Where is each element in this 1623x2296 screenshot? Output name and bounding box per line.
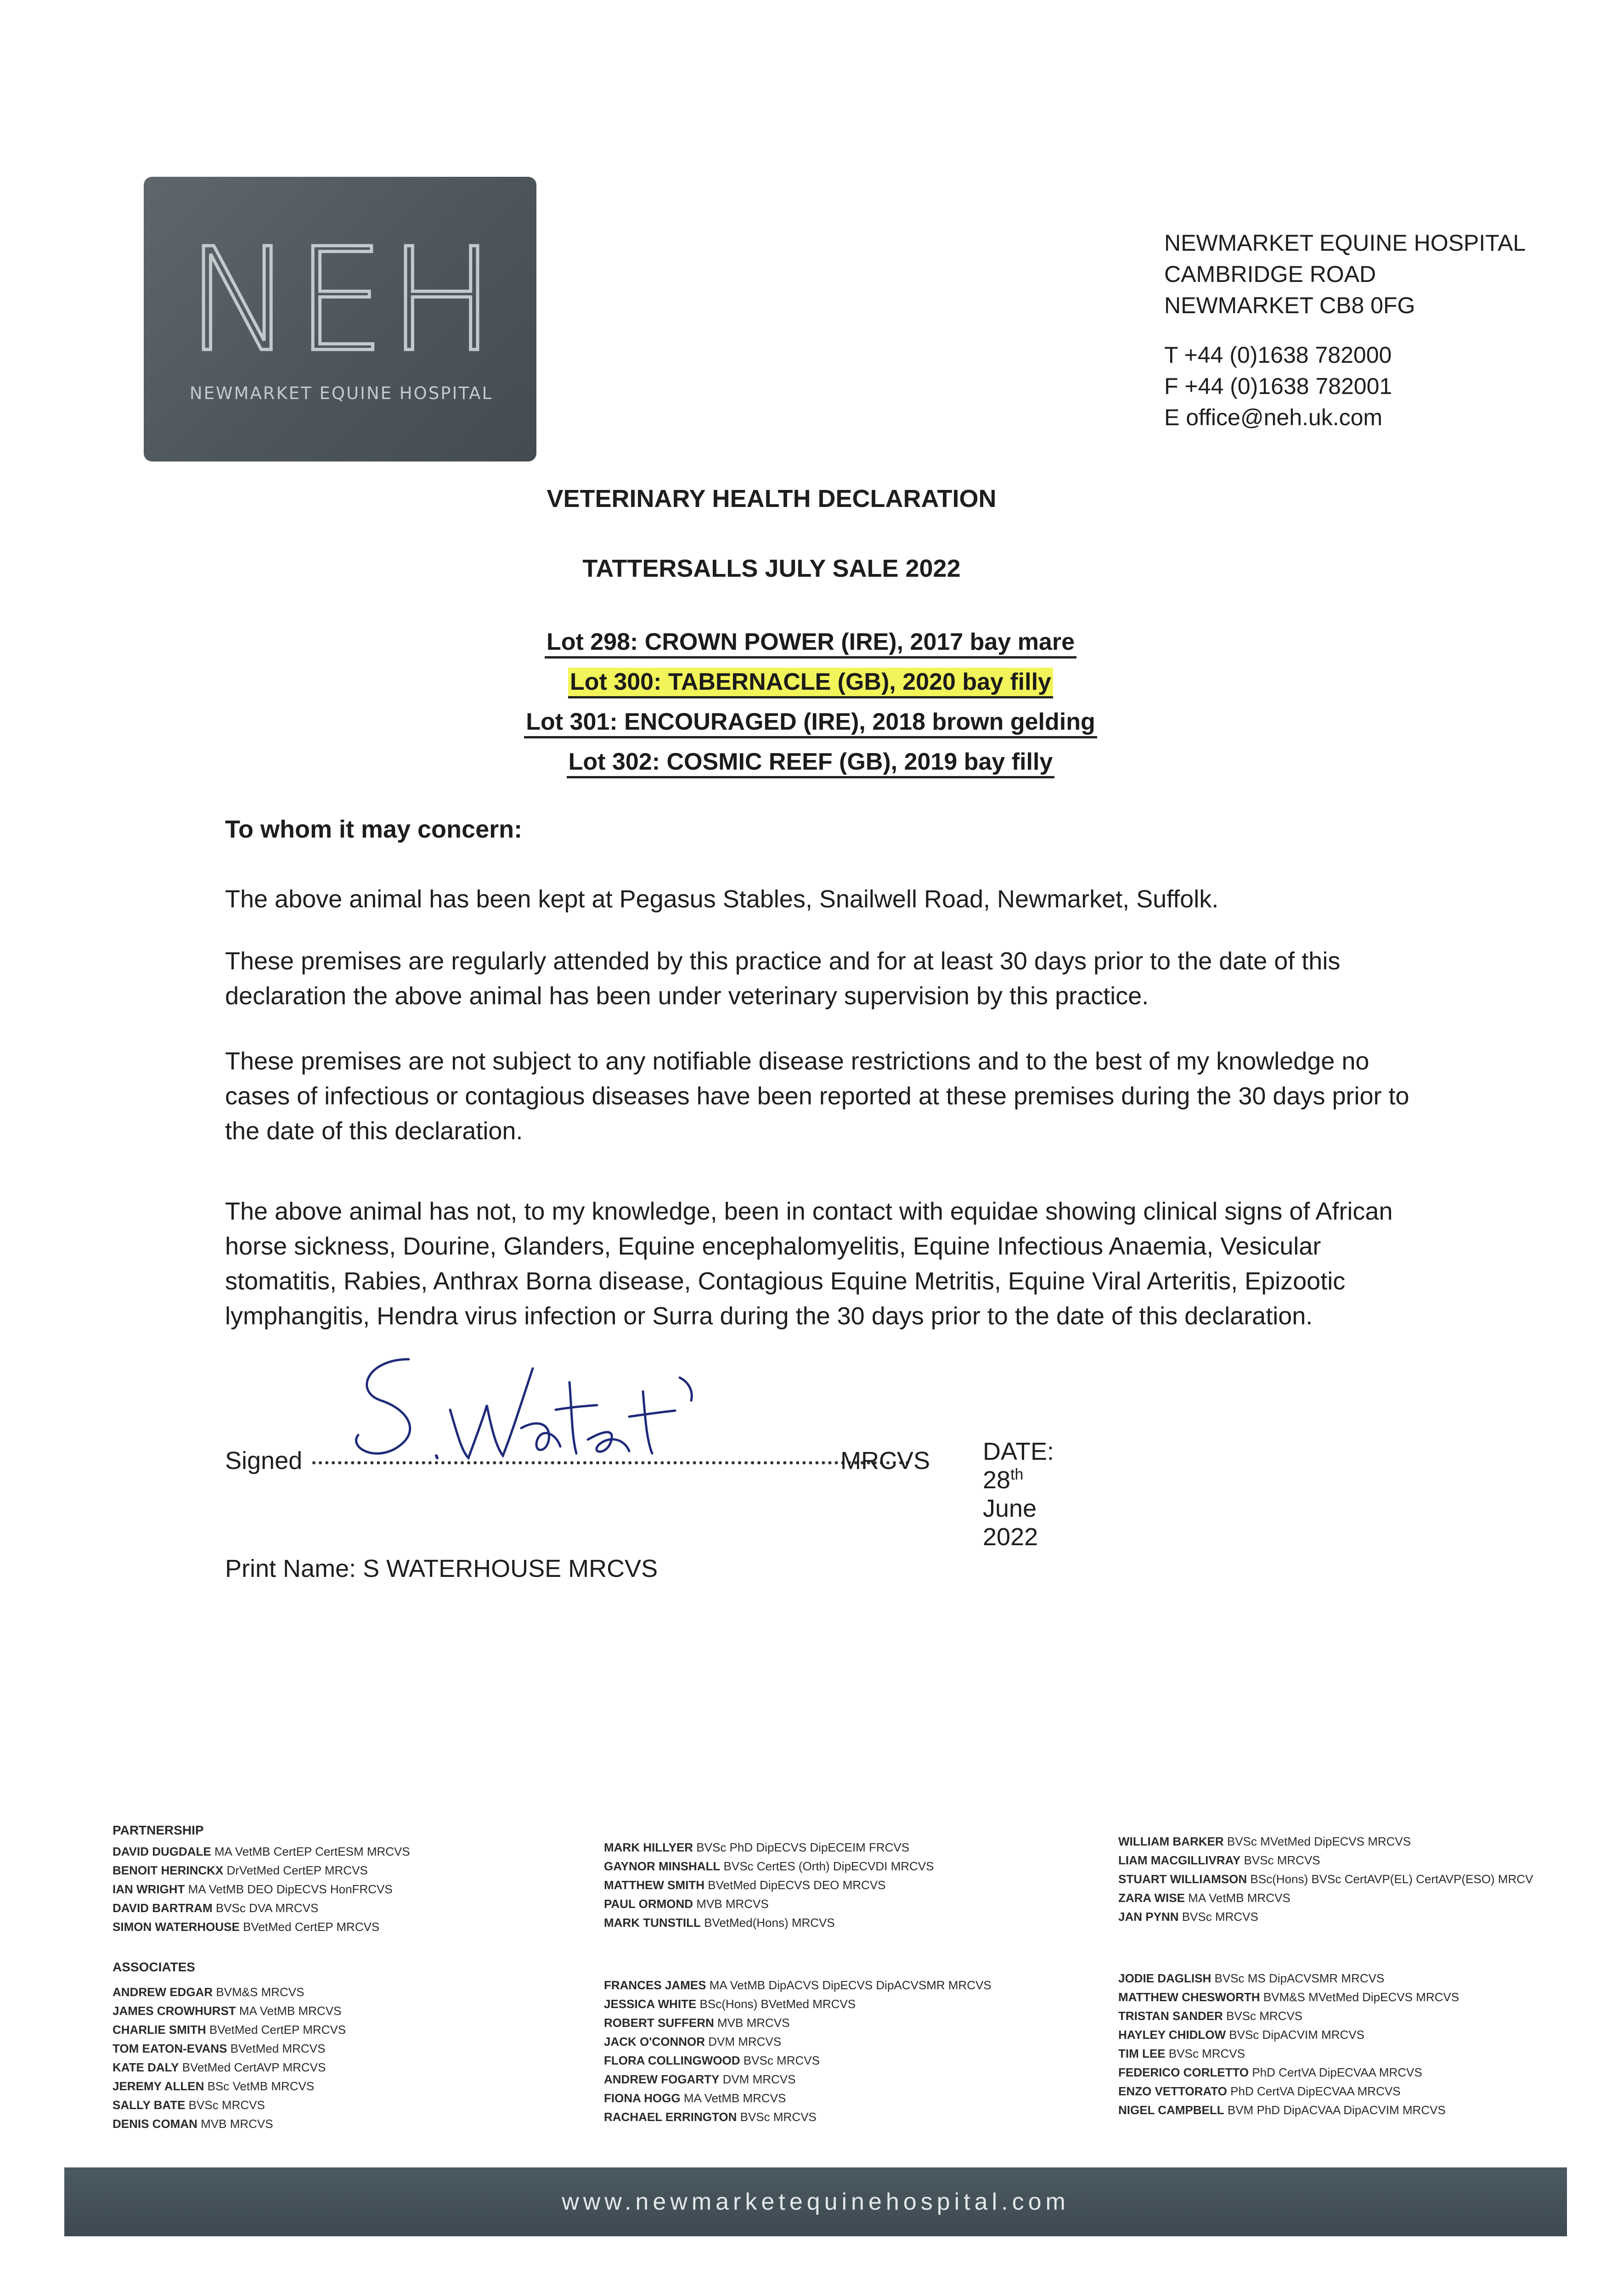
staff-entry [604,2051,992,2070]
date-day: 28 [983,1466,1011,1494]
staff-qualifications: BVetMed MRCVS [230,2042,326,2055]
staff-entry [113,2077,346,2096]
partnership-heading: PARTNERSHIP [113,1823,204,1837]
staff-name: RACHAEL ERRINGTON [604,2110,737,2124]
staff-entry [604,1913,934,1932]
staff-name: ANDREW EDGAR [113,1985,213,1999]
staff-qualifications: BVSc MRCVS [1182,1910,1258,1924]
staff-qualifications: BSc VetMB MRCVS [207,2079,315,2093]
email-address: E office@neh.uk.com [1164,405,1383,430]
staff-entry [1118,1851,1533,1870]
staff-entry [113,2058,346,2077]
staff-name: FIONA HOGG [604,2091,681,2105]
staff-qualifications: BSc(Hons) BVetMed MRCVS [699,1997,856,2011]
address-line: CAMBRIDGE ROAD [1164,261,1376,287]
staff-entry [113,2096,346,2115]
staff-name: SIMON WATERHOUSE [113,1920,240,1934]
staff-entry [1118,2101,1459,2120]
staff-qualifications: BVSc DVA MRCVS [215,1901,319,1915]
greeting: To whom it may concern: [225,816,523,843]
staff-entry [604,2032,992,2051]
staff-entry [604,2089,992,2108]
staff-name: FRANCES JAMES [604,1978,706,1992]
staff-qualifications: DVM MRCVS [722,2072,796,2086]
signature-line [312,1461,909,1464]
staff-name: ZARA WISE [1118,1891,1185,1905]
staff-name: JACK O'CONNOR [604,2035,705,2048]
staff-entry [604,1995,992,2014]
staff-entry [113,2039,346,2058]
staff-name: HAYLEY CHIDLOW [1118,2028,1226,2042]
staff-name: DAVID BARTRAM [113,1901,213,1915]
staff-qualifications: PhD CertVA DipECVAA MRCVS [1252,2065,1422,2079]
staff-qualifications: BSc(Hons) BVSc CertAVP(EL) CertAVP(ESO) MRCV [1250,1872,1533,1886]
staff-qualifications: BVSc MRCVS [188,2098,265,2112]
staff-entry [604,1876,934,1895]
associates-column-3 [1118,1969,1459,2120]
website-url: www.newmarketequinehospital.com [562,2189,1070,2215]
staff-entry [113,2115,346,2133]
staff-entry [1118,1908,1533,1926]
staff-entry [1118,1870,1533,1889]
staff-name: ENZO VETTORATO [1118,2084,1227,2098]
staff-qualifications: BVSc CertES (Orth) DipECVDI MRCVS [723,1859,934,1873]
lot-entry: Lot 301: ENCOURAGED (IRE), 2018 brown gelding [524,708,1097,738]
associates-column-2 [604,1976,992,2127]
staff-entry [1118,1988,1459,2007]
staff-qualifications: BVM&S MRCVS [216,1985,304,1999]
declaration-date [983,1437,1054,1551]
staff-qualifications: BVSc PhD DipECVS DipECEIM FRCVS [696,1840,910,1854]
mrcvs-label: MRCVS [840,1447,930,1474]
staff-qualifications: MVB MRCVS [717,2016,790,2030]
staff-qualifications: MA VetMB MRCVS [1188,1891,1291,1905]
lot-entry-highlighted: Lot 300: TABERNACLE (GB), 2020 bay filly [568,668,1053,698]
staff-name: DENIS COMAN [113,2117,197,2131]
staff-name: NIGEL CAMPBELL [1118,2103,1224,2117]
staff-name: JODIE DAGLISH [1118,1971,1212,1985]
fax-number: F +44 (0)1638 782001 [1164,373,1392,399]
footer-bar [64,2167,1567,2236]
handwritten-signature [340,1341,716,1479]
staff-name: BENOIT HERINCKX [113,1863,224,1877]
staff-entry [1118,2044,1459,2063]
staff-name: JEREMY ALLEN [113,2079,204,2093]
staff-qualifications: MA VetMB MRCVS [239,2004,342,2018]
staff-entry [604,1838,934,1857]
staff-qualifications: BVetMed CertAVP MRCVS [182,2060,326,2074]
staff-qualifications: BVetMed CertEP MRCVS [243,1920,380,1934]
staff-name: MATTHEW CHESWORTH [1118,1990,1260,2004]
staff-qualifications: MVB MRCVS [201,2117,273,2131]
staff-qualifications: BVetMed DipECVS DEO MRCVS [708,1878,886,1892]
staff-name: TIM LEE [1118,2047,1166,2060]
staff-name: WILLIAM BARKER [1118,1835,1224,1848]
staff-name: DAVID DUGDALE [113,1845,211,1858]
staff-qualifications: DVM MRCVS [708,2035,782,2048]
staff-entry [113,1861,410,1880]
staff-entry [604,1895,934,1913]
staff-name: FLORA COLLINGWOOD [604,2054,740,2067]
staff-entry [1118,2007,1459,2026]
staff-entry [1118,1832,1533,1851]
staff-entry [1118,2082,1459,2101]
document-title: VETERINARY HEALTH DECLARATION [547,485,997,512]
date-label: DATE: [983,1438,1054,1465]
logo-subtitle: NEWMARKET EQUINE HOSPITAL [189,383,493,403]
staff-entry [604,2070,992,2089]
staff-name: TOM EATON-EVANS [113,2042,227,2055]
staff-name: GAYNOR MINSHALL [604,1859,721,1873]
address-line: NEWMARKET EQUINE HOSPITAL [1164,230,1526,256]
staff-qualifications: MVB MRCVS [696,1897,769,1911]
staff-entry [113,2020,346,2039]
staff-qualifications: BVSc MVetMed DipECVS MRCVS [1227,1835,1411,1848]
staff-entry [113,1983,346,2002]
staff-entry [113,1899,410,1918]
staff-qualifications: MA VetMB DEO DipECVS HonFRCVS [188,1882,393,1896]
staff-entry [604,1976,992,1995]
staff-entry [113,1918,410,1936]
address-block [1164,227,1526,433]
staff-name: TRISTAN SANDER [1118,2009,1223,2023]
staff-name: KATE DALY [113,2060,179,2074]
lot-entry: Lot 298: CROWN POWER (IRE), 2017 bay mare [545,628,1076,658]
partners-column-3 [1118,1832,1533,1926]
associates-heading: ASSOCIATES [113,1960,195,1974]
partners-column-2 [604,1838,934,1932]
staff-name: JESSICA WHITE [604,1997,697,2011]
staff-qualifications: BVM&S MVetMed DipECVS MRCVS [1263,1990,1460,2004]
staff-name: SALLY BATE [113,2098,186,2112]
address-line: NEWMARKET CB8 0FG [1164,293,1415,318]
staff-qualifications: BVSc MRCVS [1168,2047,1245,2060]
staff-entry [1118,2026,1459,2044]
paragraph-restrictions: These premises are not subject to any notifiable disease restrictions and to the best of my knowledge no cases of infectious or contagious diseases have been reported at these premises during the 30 days prior to the date of this declaration. [225,1047,1409,1145]
signed-label: Signed [225,1447,303,1474]
staff-entry [1118,1889,1533,1908]
phone-number: T +44 (0)1638 782000 [1164,342,1392,368]
staff-entry [1118,2063,1459,2082]
staff-name: PAUL ORMOND [604,1897,693,1911]
staff-qualifications: BVSc MS DipACVSMR MRCVS [1214,1971,1385,1985]
associates-column-1 [113,1983,346,2133]
staff-name: MARK TUNSTILL [604,1916,701,1930]
date-month-year: June 2022 [983,1495,1038,1551]
staff-name: MATTHEW SMITH [604,1878,705,1892]
sale-name: TATTERSALLS JULY SALE 2022 [582,555,961,582]
staff-name: JAMES CROWHURST [113,2004,236,2018]
print-name: Print Name: S WATERHOUSE MRCVS [225,1555,658,1582]
paragraph-contact: The above animal has not, to my knowledge, been in contact with equidae showing clinical signs of African horse sickness, Dourine, Glanders, Equine encephalomyelitis, Equine Infectious Anaemia, Vesicular stomatitis, Rabies, Anthrax Borna disease, Contagious Equine Metritis, Equine Viral Arteritis, Epizootic lymphangitis, Hendra virus infection or Surra during the 30 days prior to the date of this declaration. [225,1198,1393,1330]
staff-name: IAN WRIGHT [113,1882,185,1896]
staff-qualifications: BVSc MRCVS [1226,2009,1303,2023]
staff-entry [604,2014,992,2032]
staff-entry [604,1857,934,1876]
staff-name: JAN PYNN [1118,1910,1179,1924]
lot-list [459,625,1162,784]
staff-name: MARK HILLYER [604,1840,693,1854]
staff-entry [604,2108,992,2127]
staff-qualifications: BVSc MRCVS [740,2110,817,2124]
paragraph-supervision: These premises are regularly attended by this practice and for at least 30 days prior to the date of this declaration the above animal has been under veterinary supervision by this practice. [225,947,1341,1010]
staff-qualifications: BVSc DipACVIM MRCVS [1229,2028,1364,2042]
staff-name: ROBERT SUFFERN [604,2016,714,2030]
staff-qualifications: BVSc MRCVS [1244,1853,1320,1867]
staff-name: LIAM MACGILLIVRAY [1118,1853,1241,1867]
logo-mark: NEH [186,218,498,383]
staff-entry [1118,1969,1459,1988]
staff-qualifications: BVetMed CertEP MRCVS [209,2023,346,2037]
staff-name: FEDERICO CORLETTO [1118,2065,1249,2079]
hospital-logo [144,177,536,461]
staff-name: STUART WILLIAMSON [1118,1872,1247,1886]
staff-entry [113,1880,410,1899]
staff-entry [113,2002,346,2020]
staff-name: ANDREW FOGARTY [604,2072,720,2086]
staff-qualifications: MA VetMB CertEP CertESM MRCVS [214,1845,410,1858]
paragraph-premises: The above animal has been kept at Pegasus Stables, Snailwell Road, Newmarket, Suffolk. [225,885,1219,913]
staff-qualifications: MA VetMB MRCVS [683,2091,786,2105]
staff-entry [113,1842,410,1861]
staff-qualifications: MA VetMB DipACVS DipECVS DipACVSMR MRCVS [709,1978,992,1992]
staff-name: CHARLIE SMITH [113,2023,206,2037]
lot-entry: Lot 302: COSMIC REEF (GB), 2019 bay filly [567,748,1055,778]
date-suffix: th [1010,1466,1024,1483]
staff-qualifications: BVetMed(Hons) MRCVS [704,1916,835,1930]
staff-qualifications: DrVetMed CertEP MRCVS [226,1863,368,1877]
partners-column-1 [113,1842,410,1936]
staff-qualifications: PhD CertVA DipECVAA MRCVS [1230,2084,1401,2098]
staff-qualifications: BVM PhD DipACVAA DipACVIM MRCVS [1227,2103,1446,2117]
staff-qualifications: BVSc MRCVS [743,2054,820,2067]
